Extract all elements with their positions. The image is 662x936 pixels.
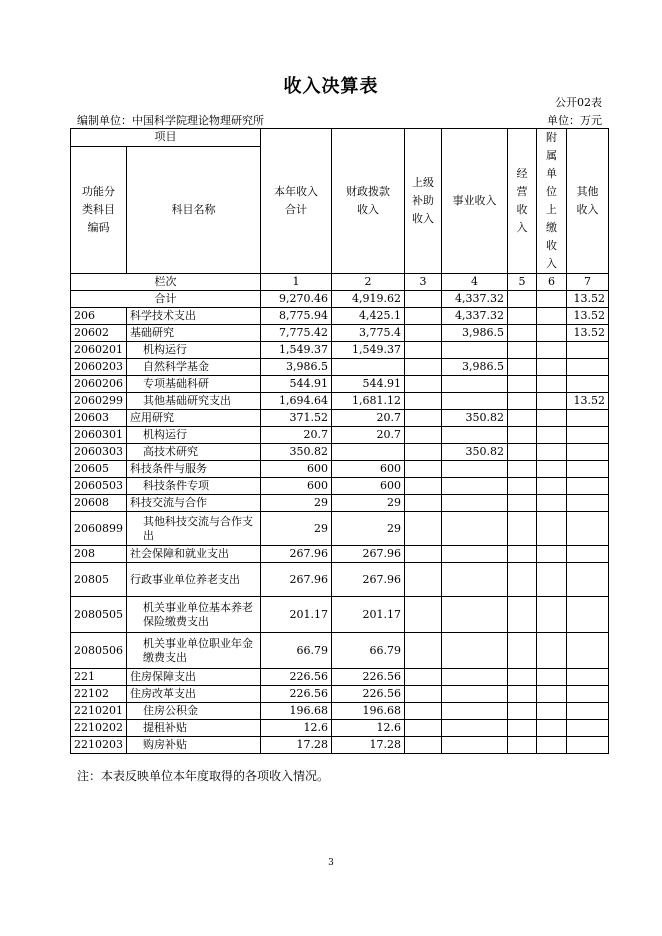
- row-subject-name: 其他科技交流与合作支出: [127, 512, 261, 546]
- row-cell-operating: [508, 563, 537, 597]
- row-cell-operating: [508, 325, 537, 342]
- row-cell-operating: [508, 737, 537, 754]
- row-cell-total: 267.96: [261, 546, 332, 563]
- row-code: 2060899: [71, 512, 127, 546]
- column-index-label: 栏次: [71, 274, 261, 291]
- row-cell-other: 13.52: [567, 393, 609, 410]
- form-number: 公开02表: [555, 96, 602, 109]
- row-subject-name: 科技条件与服务: [127, 461, 261, 478]
- table-row: [71, 686, 609, 703]
- table-row: [71, 444, 609, 461]
- header-item: 项目: [71, 129, 261, 147]
- row-cell-total: 544.91: [261, 376, 332, 393]
- table-row: [71, 427, 609, 444]
- row-subject-name: 科学技术支出: [127, 308, 261, 325]
- row-cell-operating: [508, 546, 537, 563]
- row-cell-other: [567, 444, 609, 461]
- column-index: 2: [332, 274, 405, 291]
- row-cell-total: 29: [261, 512, 332, 546]
- row-cell-affiliated: [537, 478, 567, 495]
- row-cell-total: 371.52: [261, 410, 332, 427]
- row-cell-affiliated: [537, 512, 567, 546]
- row-cell-operating: [508, 495, 537, 512]
- row-cell-affiliated: [537, 376, 567, 393]
- row-cell-fiscal: 1,681.12: [332, 393, 405, 410]
- row-cell-operating: [508, 427, 537, 444]
- organization-label: 编制单位：中国科学院理论物理研究所: [77, 114, 264, 127]
- row-code: 2210203: [71, 737, 127, 754]
- row-code: 20805: [71, 563, 127, 597]
- row-cell-superior: [405, 376, 442, 393]
- header-other: [567, 129, 609, 274]
- row-subject-name: 基础研究: [127, 325, 261, 342]
- total-cell-affiliated: [537, 291, 567, 308]
- row-cell-affiliated: [537, 359, 567, 376]
- row-cell-operating: [508, 686, 537, 703]
- table-row: [71, 478, 609, 495]
- header-superior: [405, 129, 442, 274]
- row-cell-business: [442, 342, 508, 359]
- row-cell-business: [442, 737, 508, 754]
- table-row: [71, 410, 609, 427]
- row-cell-superior: [405, 495, 442, 512]
- row-cell-other: [567, 461, 609, 478]
- table-row: [71, 737, 609, 754]
- row-cell-operating: [508, 342, 537, 359]
- row-cell-other: [567, 720, 609, 737]
- header-other-text: 其他收入: [576, 185, 599, 216]
- row-cell-business: [442, 633, 508, 669]
- table-note: 注：本表反映单位本年度取得的各项收入情况。: [77, 769, 330, 783]
- header-func-code: [71, 146, 127, 273]
- column-index: 1: [261, 274, 332, 291]
- row-subject-name: 其他基础研究支出: [127, 393, 261, 410]
- row-cell-other: [567, 737, 609, 754]
- row-cell-fiscal: 3,775.4: [332, 325, 405, 342]
- row-cell-business: [442, 597, 508, 633]
- row-cell-affiliated: [537, 633, 567, 669]
- row-cell-fiscal: 12.6: [332, 720, 405, 737]
- row-cell-other: [567, 512, 609, 546]
- row-subject-name: 机构运行: [127, 342, 261, 359]
- row-cell-other: 13.52: [567, 308, 609, 325]
- row-cell-other: [567, 686, 609, 703]
- row-code: 2060206: [71, 376, 127, 393]
- row-cell-total: 29: [261, 495, 332, 512]
- row-cell-fiscal: 544.91: [332, 376, 405, 393]
- table-row: [71, 512, 609, 546]
- total-cell-other: 13.52: [567, 291, 609, 308]
- header-fiscal: [332, 129, 405, 274]
- row-cell-superior: [405, 633, 442, 669]
- total-cell-total: 9,270.46: [261, 291, 332, 308]
- header-func-code-text: 功能分类科目编码: [82, 184, 115, 234]
- row-cell-operating: [508, 359, 537, 376]
- total-row: [71, 291, 609, 308]
- row-subject-name: 社会保障和就业支出: [127, 546, 261, 563]
- page-number: 3: [328, 858, 334, 868]
- row-cell-business: [442, 563, 508, 597]
- row-cell-affiliated: [537, 737, 567, 754]
- row-cell-fiscal: [332, 359, 405, 376]
- row-cell-operating: [508, 669, 537, 686]
- row-cell-superior: [405, 393, 442, 410]
- row-cell-business: [442, 720, 508, 737]
- row-cell-fiscal: 267.96: [332, 563, 405, 597]
- row-subject-name: 专项基础科研: [127, 376, 261, 393]
- header-affiliated-text: 附属单位上缴收入: [546, 131, 557, 270]
- header-operating-text: 经营收入: [516, 167, 528, 234]
- row-cell-fiscal: 17.28: [332, 737, 405, 754]
- row-cell-affiliated: [537, 686, 567, 703]
- row-cell-business: [442, 669, 508, 686]
- row-cell-total: 7,775.42: [261, 325, 332, 342]
- row-cell-affiliated: [537, 703, 567, 720]
- row-code: 20605: [71, 461, 127, 478]
- row-cell-superior: [405, 737, 442, 754]
- row-cell-superior: [405, 410, 442, 427]
- row-cell-other: [567, 478, 609, 495]
- row-cell-affiliated: [537, 410, 567, 427]
- header-operating: [508, 129, 537, 274]
- row-cell-business: [442, 393, 508, 410]
- row-cell-fiscal: 600: [332, 461, 405, 478]
- row-cell-operating: [508, 720, 537, 737]
- row-code: 2060503: [71, 478, 127, 495]
- table-row: [71, 703, 609, 720]
- table-row: [71, 563, 609, 597]
- row-cell-fiscal: 1,549.37: [332, 342, 405, 359]
- row-cell-fiscal: 29: [332, 495, 405, 512]
- table-row: [71, 633, 609, 669]
- row-cell-affiliated: [537, 720, 567, 737]
- row-cell-total: 350.82: [261, 444, 332, 461]
- row-cell-other: [567, 563, 609, 597]
- row-cell-other: [567, 495, 609, 512]
- row-cell-fiscal: 201.17: [332, 597, 405, 633]
- row-code: 20608: [71, 495, 127, 512]
- row-cell-total: 600: [261, 461, 332, 478]
- table-row: [71, 720, 609, 737]
- row-cell-operating: [508, 478, 537, 495]
- table-row: [71, 597, 609, 633]
- row-cell-other: [567, 633, 609, 669]
- row-cell-operating: [508, 703, 537, 720]
- row-cell-affiliated: [537, 444, 567, 461]
- row-cell-operating: [508, 393, 537, 410]
- row-cell-superior: [405, 342, 442, 359]
- row-cell-operating: [508, 444, 537, 461]
- row-code: 206: [71, 308, 127, 325]
- table-row: [71, 342, 609, 359]
- total-cell-fiscal: 4,919.62: [332, 291, 405, 308]
- row-code: 2080506: [71, 633, 127, 669]
- row-cell-superior: [405, 563, 442, 597]
- row-cell-business: [442, 546, 508, 563]
- row-cell-business: [442, 512, 508, 546]
- row-cell-other: [567, 342, 609, 359]
- row-cell-affiliated: [537, 495, 567, 512]
- row-cell-business: 3,986.5: [442, 325, 508, 342]
- row-subject-name: 提租补贴: [127, 720, 261, 737]
- row-subject-name: 科技交流与合作: [127, 495, 261, 512]
- row-cell-fiscal: [332, 444, 405, 461]
- row-cell-total: 8,775.94: [261, 308, 332, 325]
- row-cell-business: 350.82: [442, 444, 508, 461]
- row-cell-other: 13.52: [567, 325, 609, 342]
- row-cell-total: 226.56: [261, 686, 332, 703]
- row-cell-fiscal: 226.56: [332, 669, 405, 686]
- row-cell-affiliated: [537, 427, 567, 444]
- row-cell-total: 20.7: [261, 427, 332, 444]
- row-cell-superior: [405, 444, 442, 461]
- row-cell-affiliated: [537, 325, 567, 342]
- row-cell-superior: [405, 478, 442, 495]
- row-cell-superior: [405, 546, 442, 563]
- row-cell-superior: [405, 461, 442, 478]
- header-business: 事业收入: [442, 129, 508, 274]
- row-cell-fiscal: 4,425.1: [332, 308, 405, 325]
- table-row: [71, 393, 609, 410]
- row-cell-business: 4,337.32: [442, 308, 508, 325]
- row-cell-superior: [405, 686, 442, 703]
- row-cell-operating: [508, 633, 537, 669]
- row-cell-superior: [405, 427, 442, 444]
- table-row: [71, 669, 609, 686]
- row-cell-total: 196.68: [261, 703, 332, 720]
- row-subject-name: 自然科学基金: [127, 359, 261, 376]
- row-cell-affiliated: [537, 563, 567, 597]
- header-total-text: 本年收入合计: [274, 185, 318, 216]
- table-row: [71, 376, 609, 393]
- total-cell-business: 4,337.32: [442, 291, 508, 308]
- row-cell-affiliated: [537, 393, 567, 410]
- row-cell-other: [567, 410, 609, 427]
- row-code: 2060203: [71, 359, 127, 376]
- row-cell-other: [567, 427, 609, 444]
- row-subject-name: 机关事业单位职业年金缴费支出: [127, 633, 261, 669]
- row-cell-affiliated: [537, 342, 567, 359]
- table-row: [71, 461, 609, 478]
- row-cell-business: [442, 461, 508, 478]
- row-subject-name: 机构运行: [127, 427, 261, 444]
- row-cell-affiliated: [537, 308, 567, 325]
- header-total: [261, 129, 332, 274]
- row-cell-superior: [405, 512, 442, 546]
- row-cell-fiscal: 20.7: [332, 410, 405, 427]
- header-superior-text: 上级补助收入: [412, 176, 434, 225]
- row-cell-total: 66.79: [261, 633, 332, 669]
- page-title: 收入决算表: [283, 76, 379, 97]
- row-cell-fiscal: 226.56: [332, 686, 405, 703]
- row-code: 2210202: [71, 720, 127, 737]
- row-cell-business: [442, 703, 508, 720]
- row-code: 208: [71, 546, 127, 563]
- row-code: 221: [71, 669, 127, 686]
- row-cell-business: [442, 427, 508, 444]
- row-subject-name: 住房改革支出: [127, 686, 261, 703]
- table-row: [71, 359, 609, 376]
- row-cell-total: 600: [261, 478, 332, 495]
- row-cell-operating: [508, 512, 537, 546]
- column-index: 3: [405, 274, 442, 291]
- column-index: 5: [508, 274, 537, 291]
- row-cell-affiliated: [537, 461, 567, 478]
- row-cell-business: [442, 495, 508, 512]
- row-cell-fiscal: 66.79: [332, 633, 405, 669]
- row-subject-name: 住房保障支出: [127, 669, 261, 686]
- row-cell-other: [567, 359, 609, 376]
- table-row: [71, 308, 609, 325]
- row-cell-fiscal: 600: [332, 478, 405, 495]
- row-subject-name: 购房补贴: [127, 737, 261, 754]
- row-code: 2060201: [71, 342, 127, 359]
- row-cell-superior: [405, 597, 442, 633]
- header-subject-name: 科目名称: [127, 146, 261, 273]
- row-subject-name: 机关事业单位基本养老保险缴费支出: [127, 597, 261, 633]
- row-code: 2210201: [71, 703, 127, 720]
- table-row: [71, 495, 609, 512]
- row-code: 20603: [71, 410, 127, 427]
- row-cell-business: 350.82: [442, 410, 508, 427]
- row-cell-operating: [508, 376, 537, 393]
- row-cell-superior: [405, 359, 442, 376]
- row-cell-superior: [405, 325, 442, 342]
- row-subject-name: 住房公积金: [127, 703, 261, 720]
- row-cell-superior: [405, 703, 442, 720]
- row-cell-business: [442, 686, 508, 703]
- table-row: [71, 325, 609, 342]
- row-cell-other: [567, 376, 609, 393]
- row-subject-name: 行政事业单位养老支出: [127, 563, 261, 597]
- row-cell-other: [567, 546, 609, 563]
- row-subject-name: 应用研究: [127, 410, 261, 427]
- row-cell-operating: [508, 597, 537, 633]
- income-table: [70, 128, 609, 754]
- row-cell-total: 226.56: [261, 669, 332, 686]
- row-code: 2080505: [71, 597, 127, 633]
- row-cell-total: 1,694.64: [261, 393, 332, 410]
- row-cell-total: 12.6: [261, 720, 332, 737]
- row-code: 2060299: [71, 393, 127, 410]
- row-cell-total: 1,549.37: [261, 342, 332, 359]
- row-cell-superior: [405, 669, 442, 686]
- total-cell-superior: [405, 291, 442, 308]
- row-code: 2060301: [71, 427, 127, 444]
- row-code: 20602: [71, 325, 127, 342]
- row-cell-total: 17.28: [261, 737, 332, 754]
- row-cell-fiscal: 267.96: [332, 546, 405, 563]
- row-cell-fiscal: 20.7: [332, 427, 405, 444]
- row-cell-total: 201.17: [261, 597, 332, 633]
- row-cell-superior: [405, 308, 442, 325]
- row-cell-business: [442, 478, 508, 495]
- row-cell-total: 267.96: [261, 563, 332, 597]
- row-cell-operating: [508, 461, 537, 478]
- header-affiliated: [537, 129, 567, 274]
- row-cell-total: 3,986.5: [261, 359, 332, 376]
- row-cell-affiliated: [537, 597, 567, 633]
- row-cell-fiscal: 196.68: [332, 703, 405, 720]
- row-cell-other: [567, 669, 609, 686]
- row-cell-business: 3,986.5: [442, 359, 508, 376]
- table-row: [71, 546, 609, 563]
- row-subject-name: 高技术研究: [127, 444, 261, 461]
- row-cell-business: [442, 376, 508, 393]
- row-code: 2060303: [71, 444, 127, 461]
- column-index: 6: [537, 274, 567, 291]
- column-index: 7: [567, 274, 609, 291]
- row-code: 22102: [71, 686, 127, 703]
- row-cell-operating: [508, 308, 537, 325]
- row-cell-other: [567, 703, 609, 720]
- row-cell-other: [567, 597, 609, 633]
- column-index: 4: [442, 274, 508, 291]
- header-fiscal-text: 财政拨款收入: [346, 185, 390, 216]
- row-cell-operating: [508, 410, 537, 427]
- total-cell-operating: [508, 291, 537, 308]
- row-cell-superior: [405, 720, 442, 737]
- total-label: 合计: [71, 291, 261, 308]
- row-cell-affiliated: [537, 546, 567, 563]
- unit-label: 单位：万元: [547, 114, 602, 127]
- row-cell-affiliated: [537, 669, 567, 686]
- row-cell-fiscal: 29: [332, 512, 405, 546]
- row-subject-name: 科技条件专项: [127, 478, 261, 495]
